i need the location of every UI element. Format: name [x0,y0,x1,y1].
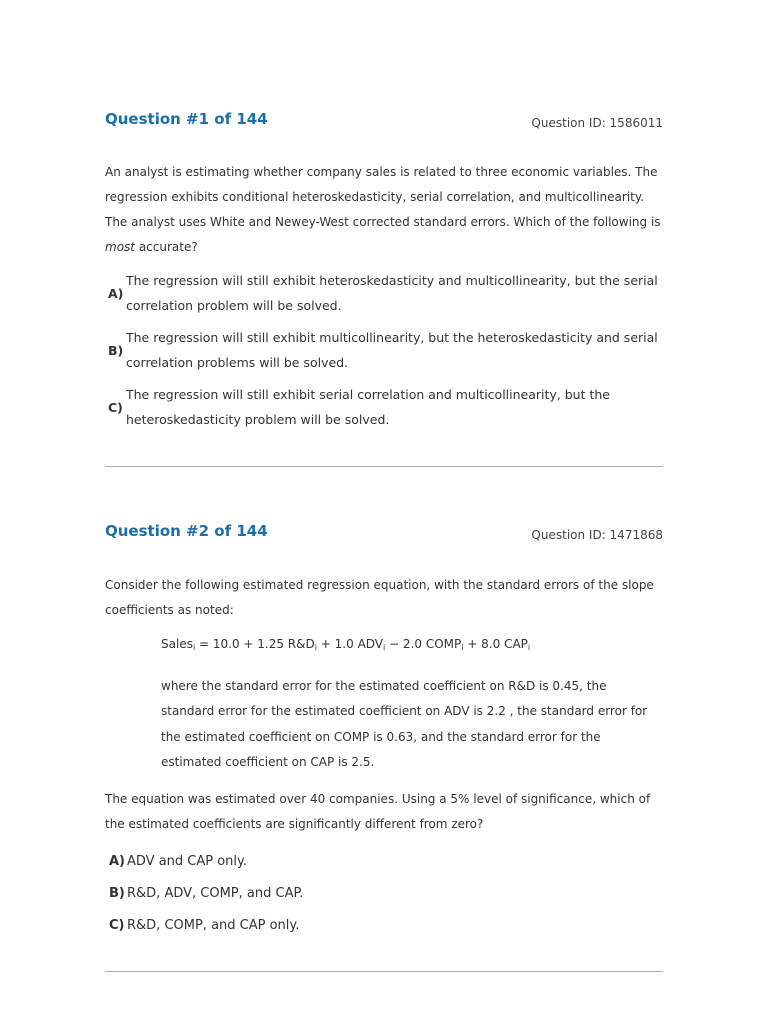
question-id: Question ID: 1586011 [531,116,663,130]
choice-text: The regression will still exhibit heteroskedasticity and multicollinearity, but the serial correlation problem will be solved. [126,273,658,313]
question-divider [105,466,663,467]
question-title: Question #1 of 144 [105,110,268,128]
equation-part: − 2.0 COMP [385,637,462,651]
choice-text: The regression will still exhibit multicollinearity, but the heteroskedasticity and serial correlation problems will be solved. [126,330,658,370]
stem-text: An analyst is estimating whether company sales is related to three economic variables. The regression exhibits conditional heteroskedasticity, serial correlation, and multicollinearity. The analyst uses White and Newey-West corrected standard errors. Which of the following is [105,165,661,229]
choice-text: ADV and CAP only. [127,853,248,869]
choice-letter: C) [109,917,125,933]
choice-letter: C) [108,399,123,415]
question-1 [105,110,663,432]
question-header [105,110,663,134]
choice-letter: B) [109,885,125,901]
answer-choice-b[interactable] [105,877,663,909]
answer-choice-a[interactable] [105,845,663,877]
choice-text: The regression will still exhibit serial correlation and multicollinearity, but the heteroskedasticity problem will be solved. [126,387,610,427]
answer-choice-a[interactable] [105,268,663,318]
question-divider [105,971,663,972]
answer-choices [105,268,663,432]
equation-subscript: i [461,643,464,652]
answer-choice-b[interactable] [105,325,663,375]
choice-letter: B) [108,342,124,358]
question-2 [105,522,663,941]
equation-part: + 1.0 ADV [316,637,384,651]
equation-part: Sales [161,637,193,651]
equation-subscript: i [314,643,317,652]
choice-letter: A) [109,853,126,869]
choice-text: R&D, COMP, and CAP only. [127,917,300,933]
question-id: Question ID: 1471868 [531,528,663,542]
equation-part: = 10.0 + 1.25 R&D [195,637,315,651]
choice-text: R&D, ADV, COMP, and CAP. [127,885,304,901]
answer-choices [105,845,663,941]
answer-choice-c[interactable] [105,382,663,432]
regression-equation [105,637,663,657]
stem-text-end: accurate? [135,240,198,254]
question-title: Question #2 of 144 [105,522,268,540]
stem-emphasis: most [105,240,135,254]
equation-subscript: i [192,643,196,652]
question-stem: Consider the following estimated regression equation, with the standard errors of the slope coefficients as noted: [105,578,654,617]
question-prompt: The equation was estimated over 40 companies. Using a 5% level of significance, which of the estimated coefficients are significantly different from zero? [105,792,651,832]
equation-subscript: i [527,643,531,652]
equation-part: + 8.0 CAP [463,637,528,651]
question-header [105,522,663,546]
choice-letter: A) [108,285,124,301]
answer-choice-c[interactable] [105,909,663,941]
standard-errors-note: where the standard error for the estimated coefficient on R&D is 0.45, the standard error for the estimated coefficient on ADV is 2.2 , the standard error for the estimated coefficient on COMP is 0.63, and the standard error for the estimated coefficient on CAP is 2.5. [161,679,648,769]
equation-subscript: i [383,643,386,652]
question-stem [105,160,663,260]
